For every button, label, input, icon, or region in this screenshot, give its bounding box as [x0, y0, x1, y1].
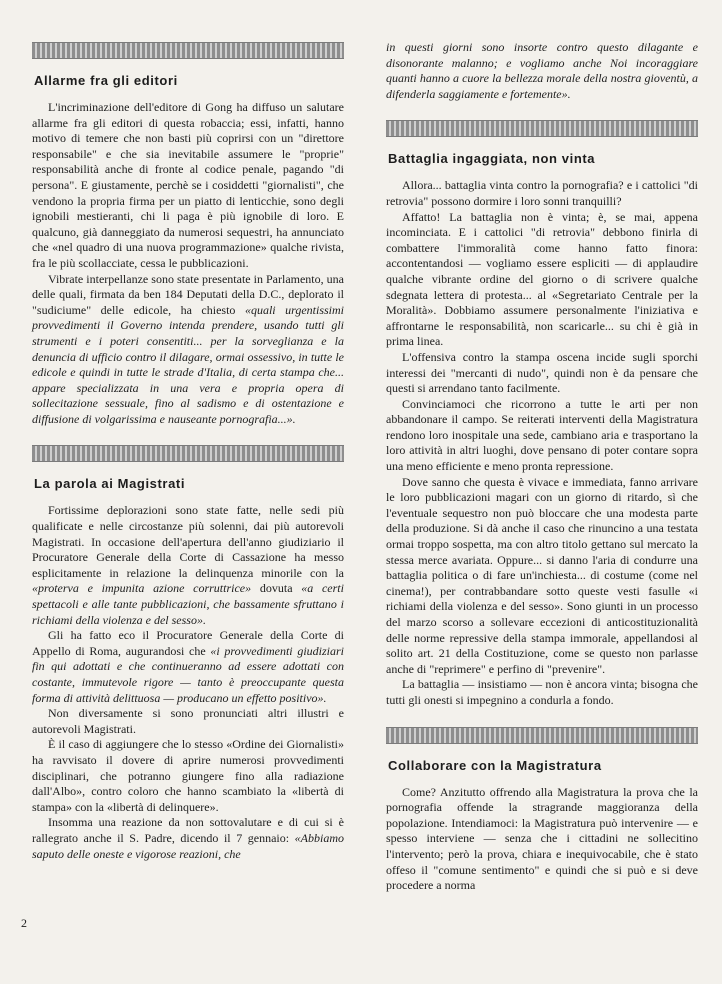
paragraph: La battaglia — insistiamo — non è ancora vinta; bisogna che tutti gli onesti si impegnino a condurla a fondo.	[386, 677, 698, 707]
paragraph	[22, 815, 344, 862]
section-title: Battaglia ingaggiata, non vinta	[388, 151, 596, 167]
paragraph: È il caso di aggiungere che lo stesso «Ordine dei Giornalisti» ha ravvisato il dovere di aprire numerosi provvedimenti disciplinari, che potranno giungere fino alla radiazione dall'Albo», contro coloro che hanno scambiato la «libertà di stampa» con la «libertà di delinquere».	[32, 737, 344, 814]
section-divider-bar	[32, 445, 344, 462]
paragraph: L'offensiva contro la stampa oscena incide sugli sporchi interessi dei "mercanti di nudo", quindi non è da pensare che questi si arrendano tanto facilmente.	[386, 349, 698, 396]
paragraph	[22, 272, 344, 428]
paragraph: Affatto! La battaglia non è vinta; è, se mai, appena incominciata. E i cattolici "di retrovia" debbono finirla di combattere l'immoralità come hanno fatto finora: accontentandosi — vogliamo essere espliciti — di applaudire qualche vibrante ordine del giorno o di scrivere qualche sdegnata lettera di protesta... al «Segretariato Centrale per la Moralità». Dobbiamo assumere personalmente l'iniziativa e affrontarne le responsabilità, non scaricarle... su chi è già in prima linea.	[386, 209, 698, 349]
paragraph	[22, 503, 344, 628]
paragraph-text: Fortissime deplorazioni sono state fatte, nelle sedi più qualificate e nelle circostanze più solenni, dai più autorevoli Magistrati. In occasione dell'apertura dell'anno giudiziario il Procuratore Generale della Corte di Cassazione ha messo esplicitamente in relazione la delinquenza minorile con la	[32, 503, 344, 580]
paragraph: Allora... battaglia vinta contro la pornografia? e i cattolici "di retrovia" possono dormire i loro sonni tranquilli?	[386, 178, 698, 208]
page-number: 2	[21, 916, 27, 930]
quote-text: «quali urgentissimi provvedimenti il Governo intenda prendere, usando tutti gli strumenti e i poteri consentiti... per la sorveglianza e la denuncia di ufficio contro il dilagare, ormai ossessivo, in tutte le edicole e quindi in tutte le strade d'Italia, di certa stampa che... appare specializzata in una vera e propria opera di sollecitazione sessuale, fino al sadismo e di ostentazione e diffusione di volgarissima e nauseante pornografia...».	[32, 302, 345, 426]
paragraph	[22, 628, 344, 706]
section-title: Allarme fra gli editori	[34, 73, 178, 88]
paragraph-text: Gli ha fatto eco il Procuratore Generale della Corte di Appello di Roma, augurandosi che	[32, 628, 344, 658]
quote-text: «a certi spettacoli e alle tante pubblicazioni, che bassamente sfruttano i richiami della violenza e del sesso».	[32, 581, 344, 627]
paragraph: Convinciamoci che ricorrono a tutte le arti per non abbandonare il campo. Se reiterati interventi della Magistratura rendono loro inospitale una sede, cambiano aria e trasportano la loro attività in altri luoghi, dove pensano di poter contare sopra una meno efficiente e meno pronta repressione.	[386, 396, 698, 474]
section-divider-bar	[386, 120, 698, 137]
quote-text: «proterva e impunita azione corruttrice»	[32, 581, 252, 596]
quote-text: in questi giorni sono insorte contro questo dilagante e disonorante malanno; e vogliamo anche Noi incoraggiare quanti hanno a cuore la bellezza morale della nostra gioventù, a difenderla saggiamente e fortemente».	[386, 40, 698, 101]
paragraph: Dove sanno che questa è vivace e immediata, fanno arrivare le loro pubblicazioni magari con un giorno di ritardo, sì che l'eventuale sequestro non può bloccare che una modesta parte della produzione. Si dà anche il caso che rinuncino a una testata ormai troppo sospetta, ma con altro titolo gettano sul mercato la stessa merce avariata. Oppure... si danno l'aria di condurre una battaglia politica o di fare un'inchiesta... di costume (come nel cinema!), per contrabbandare sotto queste vesti fasulle «i richiami della violenza e del sesso». Sono giunti in un processo del marzo scorso a sollevare eccezioni di anticostituzionalità delle norme repressive della stampa immorale, appellandosi al solito art. 21 della Costituzione, come se questo non parlasse anche di "reprimere" e perfino di "prevenire".	[386, 474, 698, 676]
paragraph: Non diversamente si sono pronunciati altri illustri e autorevoli Magistrati.	[32, 706, 344, 736]
section-title: Collaborare con la Magistratura	[388, 757, 602, 773]
section-divider-bar	[32, 42, 344, 59]
quote-text: «Abbiamo saputo delle oneste e vigorose reazioni, che	[32, 830, 344, 861]
paragraph-text: Vibrate interpellanze sono state presentate in Parlamento, una delle quali, firmata da ben 184 Deputati della D.C., deplorato il "sudiciume" delle edicole, ha chiesto	[32, 271, 344, 317]
paragraph: L'incriminazione dell'editore di Gong ha diffuso un salutare allarme fra gli editori di questa robaccia; essi, infatti, hanno motivo di temere che non basti più coprirsi con un "direttore responsabile" e che sia inevitabile assumere le "proprie" responsabilità anche di fronte al codice penale, pagando "di persona". E giustamente, perchè se i cosiddetti "giornalisti", che vendono la propria firma per un piatto di lenticchie, sono degli ignobili mestieranti, chi li paga è più ignobile di loro. E qualcuno, già danneggiato da numerosi sequestri, ha annunciato che «nel quadro di una nuova programmazione» qualche rivista, fra le più scollacciate, cessa le pubblicazioni.	[32, 100, 344, 270]
paragraph-text: dovuta	[251, 581, 302, 596]
section-divider-bar	[386, 727, 698, 744]
left-column	[22, 40, 344, 862]
paragraph-continued	[376, 40, 698, 102]
section-title: La parola ai Magistrati	[34, 476, 186, 492]
paragraph-text: Insomma una reazione da non sottovalutare e di cui si è rallegrato anche il S. Padre, dicendo il 7 gennaio:	[32, 815, 344, 845]
quote-text: «i provvedimenti giudiziari fin qui adottati e che continueranno ad essere adottati con costante, immutevole rigore — tanto è preoccupante questa forma di attività delittuosa — producano un effetto positivo».	[32, 643, 344, 705]
paragraph: Come? Anzitutto offrendo alla Magistratura la prova che la pornografia offende la stragrande maggioranza della popolazione. Intendiamoci: la Magistratura può intervenire — e spesso interviene — senza che i cittadini ne sollecitino l'intervento; però la prova, chiara e inequivocabile, che è stato offeso il "comune sentimento" e quindi che si può e si deve procedere a norma	[386, 784, 698, 893]
right-column	[376, 40, 698, 894]
